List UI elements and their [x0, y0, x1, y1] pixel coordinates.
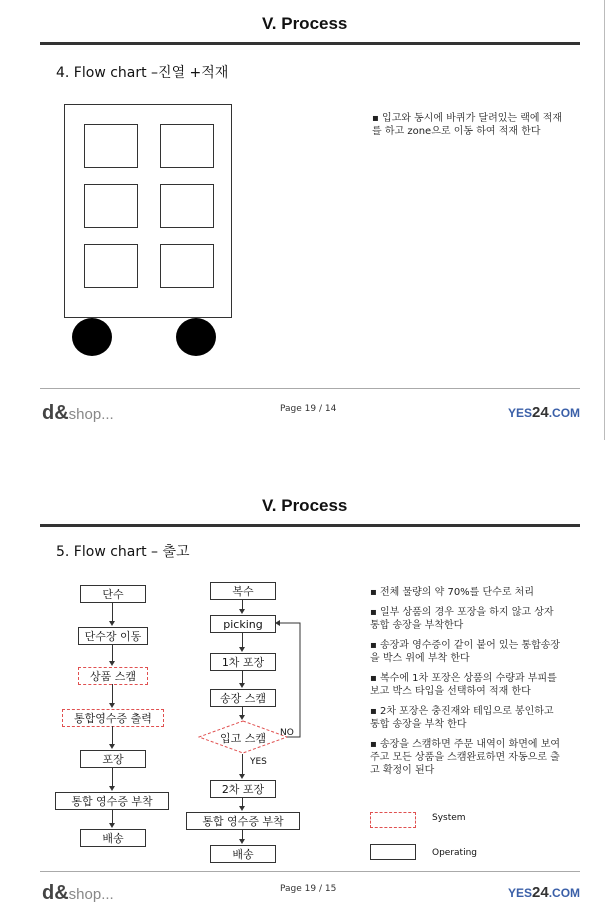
flow-step-invoice-scan: 송장 스캠 — [210, 689, 276, 707]
note-item: ▪ 전체 물량의 약 70%를 단수로 처리 — [370, 587, 534, 598]
rack-wheel — [176, 318, 216, 356]
title-rule — [40, 524, 580, 527]
legend-system-label: System — [432, 813, 466, 823]
flow-connector — [112, 767, 113, 787]
note-item: ▪ 일부 상품의 경우 포장을 하지 않고 상자 통합 송장을 부착한다 — [370, 607, 554, 631]
dnshop-logo — [42, 882, 114, 905]
flow-arrow — [109, 744, 115, 749]
slide-1-heading: 4. Flow chart –진열 +적재 — [56, 65, 229, 81]
rack-shelf — [84, 124, 138, 168]
rack-shelf — [160, 124, 214, 168]
logo-main: d& — [42, 882, 69, 904]
flow-step-attach-receipt-2: 통합 영수증 부착 — [186, 812, 300, 830]
rack-wheel — [72, 318, 112, 356]
yes24-logo: YES24.COM — [508, 404, 581, 421]
note-item: ▪ 송장과 영수증이 같이 붙어 있는 통합송장을 박스 위에 부착 한다 — [370, 640, 561, 664]
slide-2-heading: 5. Flow chart – 출고 — [56, 544, 190, 560]
rack-shelf — [84, 184, 138, 228]
legend-system-swatch — [370, 812, 416, 828]
logo-sub: shop... — [68, 886, 114, 903]
flow-arrow — [109, 703, 115, 708]
flow-step-pack: 포장 — [80, 750, 146, 768]
flow-step-second-pack: 2차 포장 — [210, 780, 276, 798]
footer-rule — [40, 871, 580, 872]
flow-step-product-scan: 상품 스캠 — [78, 667, 148, 685]
yes24-logo: YES24.COM — [508, 884, 581, 901]
slide-edge — [604, 0, 605, 440]
decision-label: 입고 스캠 — [219, 732, 266, 745]
page-number: Page 19 / 14 — [280, 404, 337, 414]
flow-arrow — [109, 661, 115, 666]
note-item: ▪ 송장을 스캠하면 주문 내역이 화면에 보여주고 모든 상품을 스캠완료하면 자동으로 출고 확정이 된다 — [370, 739, 561, 776]
flow-connector — [242, 632, 243, 648]
flow-arrow — [109, 786, 115, 791]
flow-arrow — [239, 774, 245, 779]
flow-connector — [242, 670, 243, 684]
slide-1-title: V. Process — [262, 14, 348, 33]
title-rule — [40, 42, 580, 45]
note-item: ▪ 복수에 1차 포장은 상품의 수량과 부피를 보고 박스 타입을 선택하여 적재 한다 — [370, 673, 557, 697]
no-label: NO — [280, 728, 294, 738]
loop-back-arrow — [274, 618, 304, 740]
flow-connector — [112, 726, 113, 745]
flow-step-multiple: 복수 — [210, 582, 276, 600]
flow-connector — [242, 754, 243, 775]
flow-arrow — [239, 806, 245, 811]
flow-step-first-pack: 1차 포장 — [210, 653, 276, 671]
flow-connector — [112, 684, 113, 704]
flow-arrow — [239, 839, 245, 844]
flow-arrow — [109, 621, 115, 626]
flow-connector — [112, 602, 113, 622]
flow-connector — [112, 644, 113, 662]
rack-shelf — [160, 184, 214, 228]
flow-step-ship: 배송 — [80, 829, 146, 847]
logo-main: d& — [42, 402, 69, 424]
flow-arrow — [239, 609, 245, 614]
flow-arrow — [239, 647, 245, 652]
flow-step-attach-receipt: 통합 영수증 부착 — [55, 792, 169, 810]
flow-step-single: 단수 — [80, 585, 146, 603]
yes-label: YES — [250, 757, 267, 767]
flow-arrow — [239, 683, 245, 688]
flow-arrow — [109, 823, 115, 828]
page-number: Page 19 / 15 — [280, 884, 337, 894]
dnshop-logo — [42, 402, 114, 425]
rack-shelf — [84, 244, 138, 288]
flow-arrow — [239, 715, 245, 720]
legend-operating-label: Operating — [432, 848, 477, 858]
flow-step-move: 단수장 이동 — [78, 627, 148, 645]
slide-1-note: ▪ 입고와 동시에 바퀴가 달려있는 랙에 적재를 하고 zone으로 이동 하여 적재 한다 — [372, 113, 563, 137]
flow-step-picking: picking — [210, 615, 276, 633]
flow-connector — [112, 809, 113, 824]
flow-step-receipt-print: 통합영수증 출력 — [62, 709, 164, 727]
flow-step-ship-2: 배송 — [210, 845, 276, 863]
logo-sub: shop... — [68, 406, 114, 423]
footer-rule — [40, 388, 580, 389]
slide-2-title: V. Process — [262, 496, 348, 515]
legend-operating-swatch — [370, 844, 416, 860]
note-item: ▪ 2차 포장은 충진재와 테입으로 봉인하고 통합 송장을 부착 한다 — [370, 706, 554, 730]
rack-shelf — [160, 244, 214, 288]
notes-list — [370, 586, 566, 777]
